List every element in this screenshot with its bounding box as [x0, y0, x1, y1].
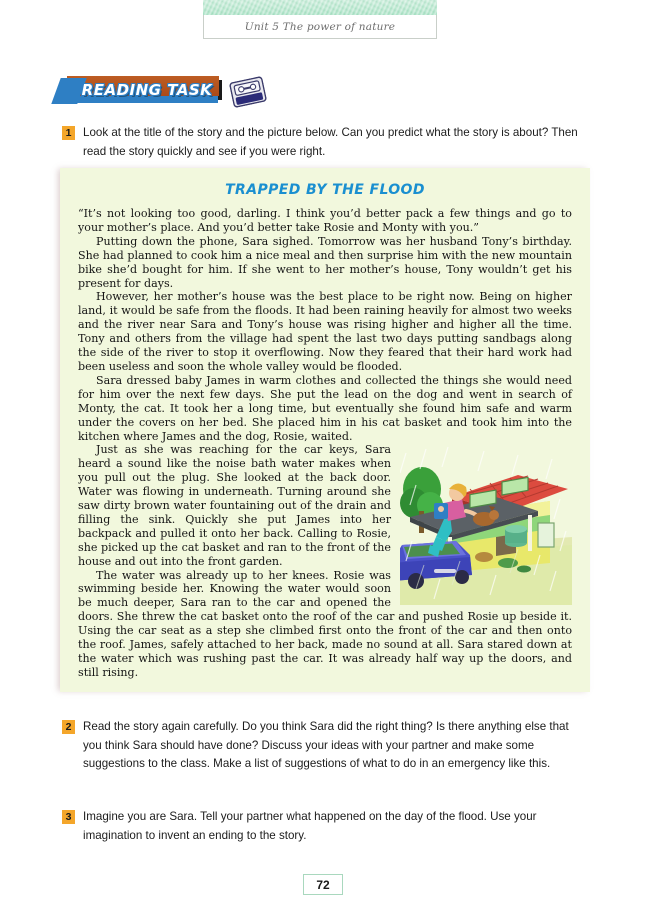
story-title: TRAPPED BY THE FLOOD — [225, 182, 425, 198]
task-instruction-text: Look at the title of the story and the picture below. Can you predict what the story is about? Then read the story quickly and see if you were right. — [83, 126, 578, 158]
running-head-label: Unit 5 The power of nature — [244, 20, 396, 33]
story-paragraph: “It’s not looking too good, darling. I think you’d better pack a few things and go to your mother’s place. And you’d better take Rosie and Monty with you.” — [78, 207, 572, 234]
story-paragraph: Just as she was reaching for the car keys, Sara heard a sound like the noise bath water makes when you pull out the plug. She looked at the back door. Water was flowing in underneath. Turning around she saw dirty brown water fountaining out of the drain and filling the sink. Quickly she put James into her backpack and pulled it onto her back. Calling to Rosie, she picked up the cat basket and ran to the front of the house and out into the front garden. — [78, 443, 391, 568]
reading-task-banner — [62, 76, 232, 106]
task-number-badge: 1 — [62, 126, 75, 140]
story-paragraph: Putting down the phone, Sara sighed. Tomorrow was her husband Tony’s birthday. She had planned to cook him a nice meal and then surprise him with the new mountain bike she’d bought for him. If she went to her mother’s house, Tony wouldn’t get his present for days. — [78, 234, 572, 290]
task-item-3 — [62, 808, 590, 845]
flood-illustration — [400, 445, 572, 605]
running-head — [203, 0, 437, 40]
task-item-2 — [62, 718, 590, 774]
story-paragraph: Sara dressed baby James in warm clothes and collected the things she would need for him over the next few days. She put the lead on the dog and went in search of Monty, the cat. It took her a long time, but eventually she found him safe and warm under the covers on her bed. She placed him in his cat basket and took him into the kitchen where James and the dog, Rosie, waited. — [78, 373, 572, 443]
reading-task-label: READING TASK — [81, 81, 213, 99]
task-item-1 — [62, 124, 587, 161]
story-paragraph: However, her mother’s house was the best place to be right now. Being on higher land, it would be safe from the floods. It had been raining heavily for almost two weeks and the river near Sara and Tony’s house was rising higher and higher all the time. Tony and others from the village had spent the last two days putting sandbags along the side of the river to stop it overflowing. Now they feared that their hard work had been useless and soon the whole valley would be flooded. — [78, 290, 572, 373]
story-panel — [60, 168, 590, 692]
running-head-strip — [203, 15, 437, 39]
decorative-green-band — [203, 0, 437, 16]
story-paragraph: The water was already up to her knees. Rosie was swimming beside her. Knowing the water would soon be much deeper, Sara ran to the car and opened the doors. She threw the cat basket onto the roof of the car and pushed Rosie up beside it. Using the car seat as a step she climbed first onto the front of the car and then onto the roof. James, safely attached to her back, made no sound at all. Sara stared down at the water which was rushing past the car. It was already half way up the doors, and still rising. — [78, 568, 572, 679]
page-number: 72 — [303, 874, 343, 895]
task-instruction-text: Read the story again carefully. Do you think Sara did the right thing? Is there anything else that you think Sara should have done? Discuss your ideas with your partner and make some suggestions to the class. Make a list of suggestions of what to do in an emergency like this. — [83, 720, 569, 770]
cassette-tape-icon — [229, 76, 268, 109]
task-instruction-text: Imagine you are Sara. Tell your partner what happened on the day of the flood. Use your imagination to invent an ending to the story. — [83, 810, 537, 842]
task-number-badge: 2 — [62, 720, 75, 734]
story-content — [60, 168, 590, 690]
task-number-badge: 3 — [62, 810, 75, 824]
